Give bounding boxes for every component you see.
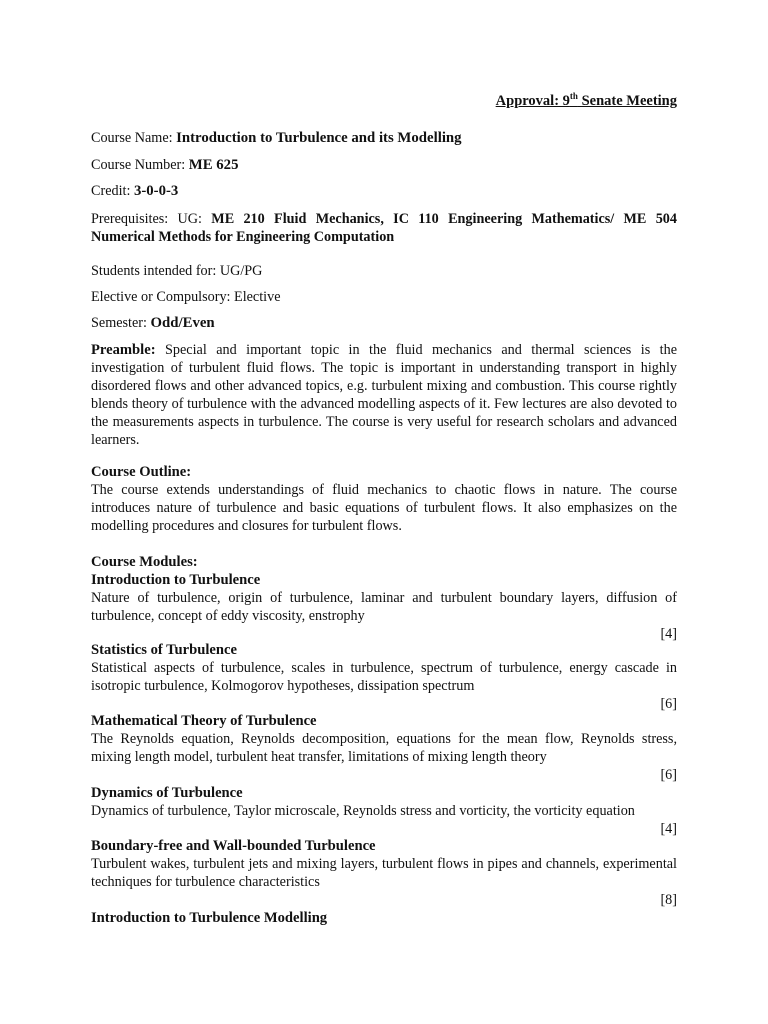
module-title: Boundary-free and Wall-bounded Turbulence xyxy=(91,838,376,854)
module-topics: Nature of turbulence, origin of turbulence, laminar and turbulent boundary layers, diffusion of turbulence, concept of eddy viscosity, enstrophy xyxy=(91,590,677,624)
module-hours: [4] xyxy=(660,821,677,837)
module-title: Introduction to Turbulence Modelling xyxy=(91,910,328,926)
elective-or-compulsory: Elective or Compulsory: Elective xyxy=(91,289,281,305)
course-outline-text: The course extends understandings of fluid mechanics to chaotic flows in nature. The course introduces nature of turbulence and basic equations of turbulent flows. It also emphasizes on the modelling procedures and closures for turbulent flows. xyxy=(91,482,677,534)
preamble: Preamble: Special and important topic in the fluid mechanics and thermal sciences is the investigation of turbulent fluid flows. The topic is important in understanding transport in highly disordered flows and other advanced topics, e.g. turbulent mixing and combustion. This course rightly blends theory of turbulence with the advanced modelling aspects of it. Few lectures are also devoted to the measurements aspects in turbulence. The course is very useful for research scholars and advanced learners. xyxy=(91,342,677,448)
students-intended: Students intended for: UG/PG xyxy=(91,263,263,279)
module-title: Dynamics of Turbulence xyxy=(91,785,243,801)
module-topics: Dynamics of turbulence, Taylor microscale, Reynolds stress and vorticity, the vorticity equation xyxy=(91,803,635,819)
module-hours: [6] xyxy=(660,767,677,783)
course-credit: Credit: 3-0-0-3 xyxy=(91,183,179,199)
module xyxy=(91,641,677,713)
semester: Semester: Odd/Even xyxy=(91,315,215,331)
module-hours: [6] xyxy=(660,696,677,712)
module-title: Statistics of Turbulence xyxy=(91,642,237,658)
module-topics: Statistical aspects of turbulence, scales in turbulence, spectrum of turbulence, energy cascade in isotropic turbulence, Kolmogorov hypotheses, dissipation spectrum xyxy=(91,660,677,694)
course-modules-heading: Course Modules: xyxy=(91,554,198,570)
course-number: Course Number: ME 625 xyxy=(91,157,239,173)
course-prerequisites: Prerequisites: UG: ME 210 Fluid Mechanics, IC 110 Engineering Mathematics/ ME 504 Numerical Methods for Engineering Computation xyxy=(91,211,677,245)
course-outline xyxy=(91,463,677,535)
module xyxy=(91,712,677,784)
module-topics: The Reynolds equation, Reynolds decomposition, equations for the mean flow, Reynolds stress, mixing length model, turbulent heat transfer, limitations of mixing length theory xyxy=(91,731,677,765)
module-topics: Turbulent wakes, turbulent jets and mixing layers, turbulent flows in pipes and channels, experimental techniques for turbulence characteristics xyxy=(91,856,677,890)
preamble-label: Preamble: xyxy=(91,342,156,358)
approval-note: Approval: 9th Senate Meeting xyxy=(495,91,677,109)
module-title: Introduction to Turbulence xyxy=(91,572,261,588)
module xyxy=(91,784,677,838)
module-hours: [4] xyxy=(660,626,677,642)
course-outline-heading: Course Outline: xyxy=(91,464,192,480)
module-title: Mathematical Theory of Turbulence xyxy=(91,713,317,729)
module xyxy=(91,571,677,643)
module xyxy=(91,837,677,909)
module xyxy=(91,909,677,927)
course-name: Course Name: Introduction to Turbulence and its Modelling xyxy=(91,130,462,146)
module-hours: [8] xyxy=(660,892,677,908)
course-modules xyxy=(91,553,677,571)
